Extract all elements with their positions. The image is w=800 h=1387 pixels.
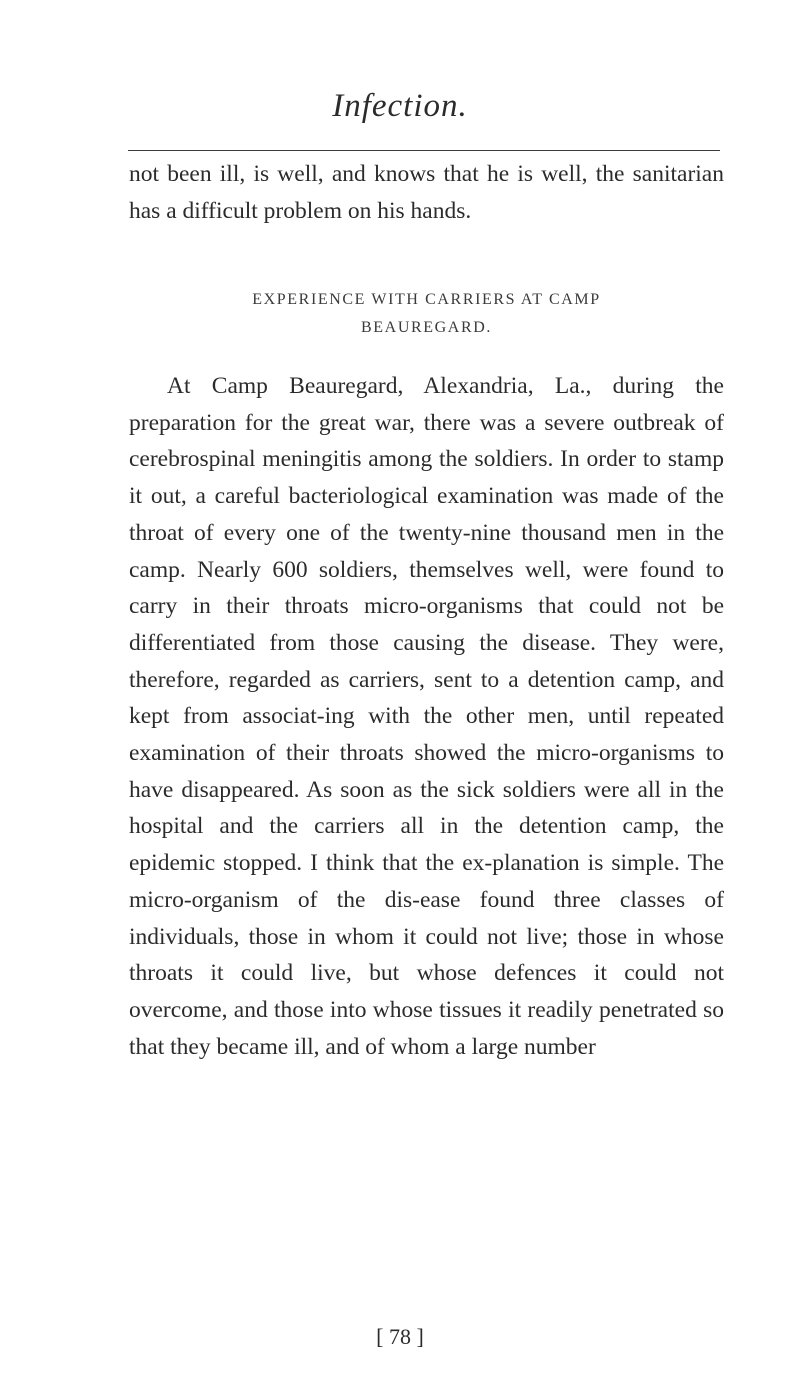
- page-number-label: [ 78 ]: [376, 1324, 424, 1349]
- header-rule: [128, 150, 720, 151]
- running-head: Infection.: [332, 88, 468, 124]
- continuation-paragraph: not been ill, is well, and knows that he is well, the sanitarian has a difficult problem on his hands.: [129, 161, 724, 224]
- section-heading: [129, 286, 724, 342]
- section-heading-line-1: EXPERIENCE WITH CARRIERS AT CAMP: [252, 291, 601, 308]
- page-number: [0, 1324, 800, 1350]
- section-heading-line-2: BEAUREGARD.: [361, 319, 492, 336]
- main-paragraph: At Camp Beauregard, Alexandria, La., during the preparation for the great war, there was a severe outbreak of cerebrospinal meningitis among the soldiers. In order to stamp it out, a careful bacteriological examination was made of the throat of every one of the twenty-nine thousand men in the camp. Nearly 600 soldiers, themselves well, were found to carry in their throats micro-organisms that could not be differentiated from those causing the disease. They were, therefore, regarded as carriers, sent to a detention camp, and kept from associat-ing with the other men, until repeated examination of their throats showed the micro-organisms to have disappeared. As soon as the sick soldiers were all in the hospital and the carriers all in the detention camp, the epidemic stopped. I think that the ex-planation is simple. The micro-organism of the dis-ease found three classes of individuals, those in whom it could not live; those in whose throats it could live, but whose defences it could not overcome, and those into whose tissues it readily penetrated so that they became ill, and of whom a large number: [129, 373, 724, 1060]
